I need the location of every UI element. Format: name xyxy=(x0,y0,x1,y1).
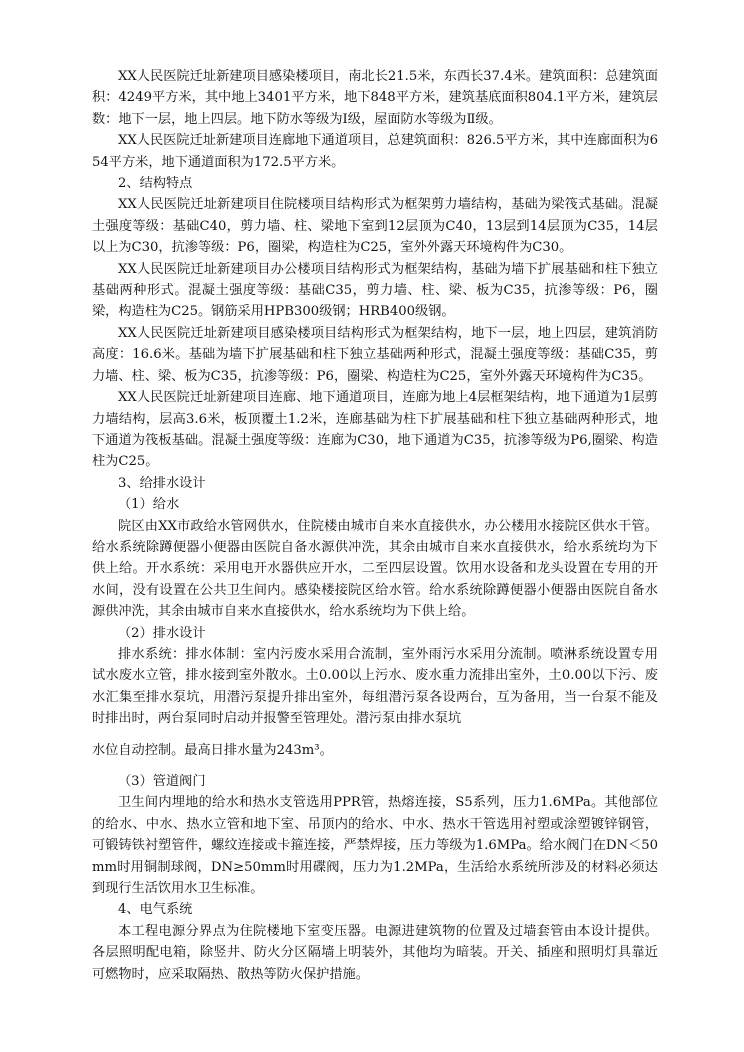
paragraph-corridor-tunnel: XX人民医院迁址新建项目连廊地下通道项目，总建筑面积：826.5平方米，其中连廊面积为654平方米，地下通道面积为172.5平方米。 xyxy=(92,133,658,170)
subheading-valves: （3）管道阀门 xyxy=(118,774,206,789)
paragraph-office-structure: XX人民医院迁址新建项目办公楼项目结构形式为框架结构，基础为墙下扩展基础和柱下独立基础两种形式。混凝土强度等级：基础C35，剪力墙、柱、梁、板为C35，抗渗等级：P6，圈梁，构造柱为C25。钢筋采用HPB300级钢；HRB400级钢。 xyxy=(92,261,658,320)
paragraph-water-supply: 院区由XX市政给水管网供水，住院楼由城市自来水直接供水，办公楼用水接院区供水干管。给水系统除蹲便器小便器由医院自备水源供冲洗，其余由城市自来水直接供水，给水系统均为下供上给。开水系统：采用电开水器供应开水，二至四层设置。饮用水设备和龙头设置在专用的开水间，没有设置在公共卫生间内。感染楼接院区给水管。给水系统除蹲便器小便器由医院自备水源供冲洗，其余由城市自来水直接供水，给水系统均为下供上给。 xyxy=(92,518,658,620)
heading-water: 3、给排水设计 xyxy=(118,475,206,491)
heading-electric: 4、电气系统 xyxy=(118,902,193,918)
heading-structure: 2、结构特点 xyxy=(118,176,193,192)
paragraph-drainage: 排水系统：排水体制：室内污废水采用合流制，室外雨污水采用分流制。喷淋系统设置专用试水废水立管，排水接到室外散水。土0.00以上污水、废水重力流排出室外，土0.00以下污、废水汇集至排水泵坑，用潜污泵提升排出室外，每组潜污泵各设两台，互为备用，当一台泵不能及时排出时，两台泵同时启动并报警至管理处。潜污泵由排水泵坑 xyxy=(92,646,658,727)
paragraph-electric: 本工程电源分界点为住院楼地下室变压器。电源进建筑物的位置及过墙套管由本设计提供。各层照明配电箱，除竖井、防火分区隔墙上明装外，其他均为暗装。开关、插座和照明灯具靠近可燃物时，应采取隔热、散热等防火保护措施。 xyxy=(92,923,658,982)
paragraph-corridor-structure: XX人民医院迁址新建项目连廊、地下通道项目，连廊为地上4层框架结构，地下通道为1层剪力墙结构，层高3.6米，板顶覆土1.2米，连廊基础为柱下扩展基础和柱下独立基础两种形式，地下通道为筏板基础。混凝土强度等级：连廊为C30，地下通道为C35，抗渗等级为P6,圈梁、构造柱为C25。 xyxy=(92,390,658,470)
paragraph-infection-structure: XX人民医院迁址新建项目感染楼项目结构形式为框架结构，地下一层，地上四层，建筑消防高度：16.6米。基础为墙下扩展基础和柱下独立基础两种形式，混凝土强度等级：基础C35，剪力墙、柱、梁、板为C35，抗渗等级：P6，圈梁、构造柱为C25，室外外露天环境构件为C35。 xyxy=(92,325,658,384)
subheading-water-supply: （1）给水 xyxy=(118,497,180,513)
paragraph-inpatient-structure: XX人民医院迁址新建项目住院楼项目结构形式为框架剪力墙结构，基础为梁筏式基础。混凝土强度等级：基础C40，剪力墙、柱、梁地下室到12层顶为C40，13层到14层顶为C35，14层以上为C30，抗渗等级：P6，圈梁，构造柱为C25，室外外露天环境构件为C30。 xyxy=(92,197,658,256)
paragraph-drainage-end: 水位自动控制。最高日排水量为243m³。 xyxy=(92,742,333,758)
subheading-drainage: （2）排水设计 xyxy=(118,625,206,641)
paragraph-infection-building: XX人民医院迁址新建项目感染楼项目，南北长21.5米，东西长37.4米。建筑面积：总建筑面积：4249平方米，其中地上3401平方米，地下848平方米，建筑基底面积804.1平方米，建筑层数：地下一层，地上四层。地下防水等级为Ⅰ级，屋面防水等级为Ⅱ级。 xyxy=(92,69,658,127)
document-page xyxy=(92,66,658,985)
paragraph-valves: 卫生间内埋地的给水和热水支管选用PPR管，热熔连接，S5系列，压力1.6MPa。其他部位的给水、中水、热水立管和地下室、吊顶内的给水、中水、热水干管选用衬塑或涂塑镀锌钢管，可锻铸铁衬塑管件，螺纹连接或卡箍连接，严禁焊接，压力等级为1.6MPa。给水阀门在DN＜50mm时用铜制球阀，DN≥50mm时用碟阀，压力为1.2MPa，生活给水系统所涉及的材料必须达到现行生活饮用水卫生标准。 xyxy=(92,795,658,897)
